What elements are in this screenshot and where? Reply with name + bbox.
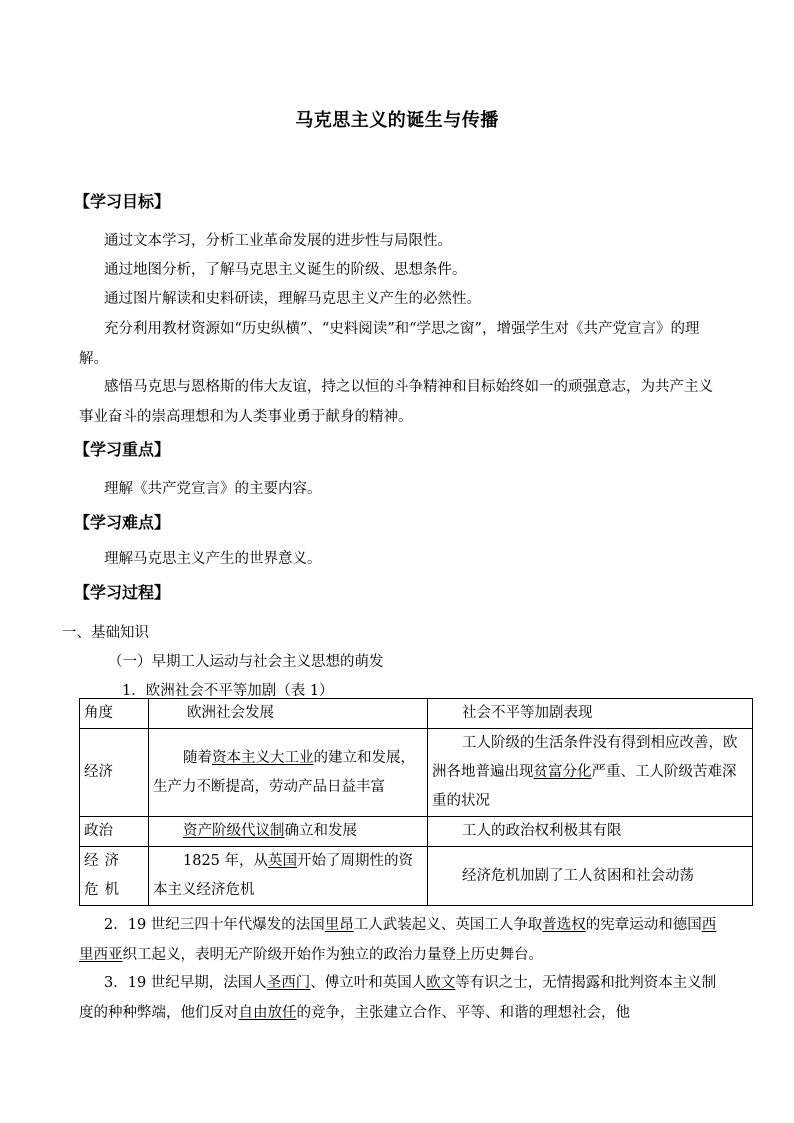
item-2-paragraph: 2．19 世纪三四十年代爆发的法国里昂工人武装起义、英国工人争取普选权的宪章运动和德国西里西亚织工起义，表明无产阶级开始作为独立的政治力量登上历史舞台。	[79, 917, 717, 963]
table-cell-development: 1825 年，从英国开始了周期性的资本主义经济危机	[149, 847, 428, 906]
underlined-term: 欧文	[426, 975, 456, 991]
table-row	[80, 817, 753, 847]
table-row	[80, 729, 753, 817]
item-1-heading: 1．欧洲社会不平等加剧（表 1）	[122, 683, 334, 699]
table-cell-aspect: 经济危机	[80, 847, 149, 906]
subsection-early-movement: （一）早期工人运动与社会主义思想的萌发	[108, 654, 384, 670]
difficulties-text: 理解马克思主义产生的世界意义。	[104, 551, 322, 567]
section-basic-knowledge: 一、基础知识	[62, 625, 149, 641]
goal-item-1: 通过文本学习，分析工业革命发展的进步性与局限性。	[104, 233, 452, 249]
table-cell-development: 资产阶级代议制确立和发展	[149, 817, 428, 847]
goal-item-3: 通过图片解读和史料研读，理解马克思主义产生的必然性。	[104, 291, 481, 307]
underlined-term: 贫富分化	[533, 764, 592, 780]
table-cell-inequality: 工人的政治权利极其有限	[428, 817, 753, 847]
table-header-row	[80, 699, 753, 729]
underlined-term: 西里西亚	[79, 917, 717, 963]
goal-item-4: 充分利用教材资源如“历史纵横”、“史料阅读”和“学思之窗”，增强学生对《共产党宣言》的理解。	[79, 321, 700, 367]
table-header-cell: 社会不平等加剧表现	[428, 699, 753, 729]
underlined-term: 自由放任	[238, 1005, 297, 1021]
table-cell-development: 随着资本主义大工业的建立和发展，生产力不断提高，劳动产品日益丰富	[149, 729, 428, 817]
difficulties-heading: 【学习难点】	[74, 513, 171, 532]
key-points-heading: 【学习重点】	[74, 440, 171, 459]
item-3-paragraph: 3．19 世纪早期，法国人圣西门、傅立叶和英国人欧文等有识之士，无情揭露和批判资本主义制度的种种弊端，他们反对自由放任的竞争，主张建立合作、平等、和谐的理想社会，他	[79, 975, 717, 1021]
table-cell-inequality: 工人阶级的生活条件没有得到相应改善，欧洲各地普遍出现贫富分化严重、工人阶级苦难深重的状况	[428, 729, 753, 817]
table-header-cell: 角度	[80, 699, 149, 729]
underlined-term: 资产阶级代议制	[183, 823, 285, 839]
underlined-term: 资本主义大工业	[212, 749, 314, 766]
process-heading: 【学习过程】	[74, 583, 171, 602]
goal-item-5: 感悟马克思与恩格斯的伟大友谊，持之以恒的斗争精神和目标始终如一的顽强意志，为共产主义事业奋斗的崇高理想和为人类事业勇于献身的精神。	[79, 379, 713, 425]
underlined-term: 里昂	[324, 917, 354, 933]
key-points-text: 理解《共产党宣言》的主要内容。	[104, 481, 322, 497]
underlined-term: 圣西门	[266, 975, 311, 991]
table-cell-aspect: 政治	[80, 817, 149, 847]
comparison-table	[79, 698, 753, 906]
table-header-cell: 欧洲社会发展	[149, 699, 428, 729]
goal-item-2: 通过地图分析，了解马克思主义诞生的阶级、思想条件。	[104, 262, 467, 278]
table-row	[80, 847, 753, 906]
goals-heading: 【学习目标】	[74, 192, 171, 211]
table-cell-aspect: 经济	[80, 729, 149, 817]
table-cell-inequality: 经济危机加剧了工人贫困和社会动荡	[428, 847, 753, 906]
underlined-term: 普选权	[542, 917, 586, 933]
underlined-term: 英国	[268, 853, 298, 869]
page-title: 马克思主义的诞生与传播	[295, 110, 499, 131]
